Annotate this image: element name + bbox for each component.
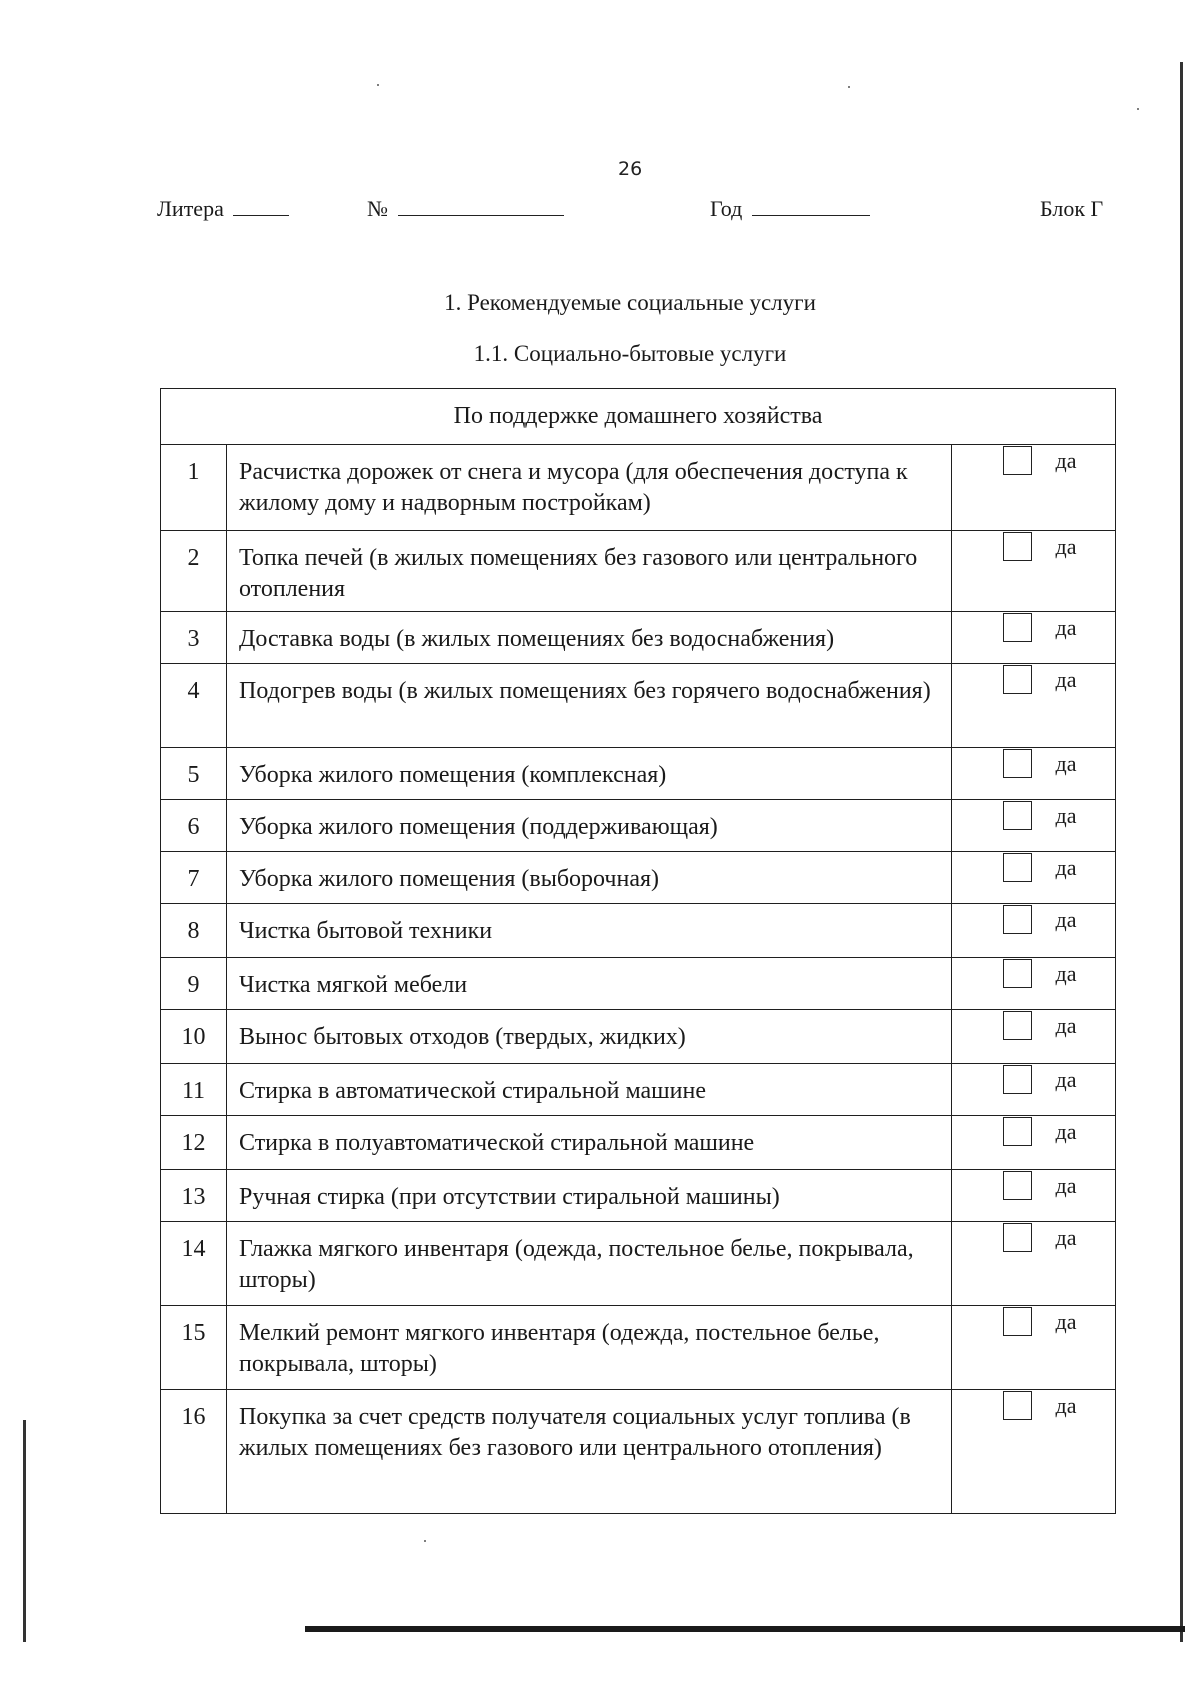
- yes-label: да: [1055, 667, 1077, 692]
- scan-edge-left: [23, 1420, 26, 1642]
- yes-checkbox[interactable]: [1003, 1011, 1032, 1040]
- service-check-cell: [951, 1390, 1115, 1514]
- yes-label: да: [1055, 803, 1077, 828]
- service-number: 11: [161, 1064, 227, 1116]
- service-row: [161, 958, 1116, 1010]
- yes-label: да: [1055, 1067, 1077, 1092]
- service-number: 2: [161, 531, 227, 612]
- service-name: Доставка воды (в жилых помещениях без водоснабжения): [227, 612, 952, 664]
- yes-checkbox[interactable]: [1003, 853, 1032, 882]
- yes-checkbox[interactable]: [1003, 1117, 1032, 1146]
- service-check-cell: [951, 958, 1115, 1010]
- service-check-cell: [951, 748, 1115, 800]
- yes-label: да: [1055, 1309, 1077, 1334]
- year-field: [710, 196, 870, 222]
- service-row: [161, 748, 1116, 800]
- yes-checkbox[interactable]: [1003, 665, 1032, 694]
- services-table: [160, 388, 1116, 1514]
- yes-option[interactable]: [952, 664, 1115, 695]
- service-row: [161, 612, 1116, 664]
- yes-checkbox[interactable]: [1003, 446, 1032, 475]
- service-number: 7: [161, 852, 227, 904]
- yes-option[interactable]: [952, 1222, 1115, 1253]
- service-check-cell: [951, 445, 1115, 531]
- scan-speck: [377, 84, 379, 86]
- yes-checkbox[interactable]: [1003, 1307, 1032, 1336]
- service-name: Глажка мягкого инвентаря (одежда, постельное белье, покрывала, шторы): [227, 1222, 952, 1306]
- yes-label: да: [1055, 1013, 1077, 1038]
- litera-label: Литера: [157, 196, 224, 221]
- service-number: 13: [161, 1170, 227, 1222]
- section-subtitle: 1.1. Социально-бытовые услуги: [473, 341, 787, 366]
- service-check-cell: [951, 1222, 1115, 1306]
- yes-label: да: [1055, 1173, 1077, 1198]
- yes-label: да: [1055, 855, 1077, 880]
- yes-checkbox[interactable]: [1003, 613, 1032, 642]
- service-name: Уборка жилого помещения (комплексная): [227, 748, 952, 800]
- yes-checkbox[interactable]: [1003, 1171, 1032, 1200]
- yes-checkbox[interactable]: [1003, 749, 1032, 778]
- scan-edge-bottom: [305, 1626, 1185, 1632]
- service-check-cell: [951, 612, 1115, 664]
- service-check-cell: [951, 1010, 1115, 1064]
- yes-option[interactable]: [952, 1170, 1115, 1201]
- service-row: [161, 664, 1116, 748]
- service-row: [161, 852, 1116, 904]
- service-name: Уборка жилого помещения (выборочная): [227, 852, 952, 904]
- scan-speck: [424, 1540, 426, 1542]
- yes-option[interactable]: [952, 748, 1115, 779]
- service-row: [161, 1390, 1116, 1514]
- service-number: 12: [161, 1116, 227, 1170]
- yes-checkbox[interactable]: [1003, 532, 1032, 561]
- yes-option[interactable]: [952, 1064, 1115, 1095]
- service-row: [161, 904, 1116, 958]
- yes-label: да: [1055, 961, 1077, 986]
- yes-option[interactable]: [952, 531, 1115, 562]
- group-header-row: [161, 389, 1116, 445]
- yes-label: да: [1055, 534, 1077, 559]
- yes-label: да: [1055, 751, 1077, 776]
- service-number: 8: [161, 904, 227, 958]
- service-name: Чистка бытовой техники: [227, 904, 952, 958]
- scan-speck: [1137, 108, 1139, 110]
- service-row: [161, 1064, 1116, 1116]
- block-label: Блок Г: [1040, 196, 1104, 221]
- yes-label: да: [1055, 1119, 1077, 1144]
- service-check-cell: [951, 1064, 1115, 1116]
- service-name: Вынос бытовых отходов (твердых, жидких): [227, 1010, 952, 1064]
- service-check-cell: [951, 904, 1115, 958]
- service-name: Топка печей (в жилых помещениях без газового или центрального отопления: [227, 531, 952, 612]
- service-number: 10: [161, 1010, 227, 1064]
- scan-edge-right: [1180, 62, 1183, 1642]
- yes-checkbox[interactable]: [1003, 959, 1032, 988]
- service-name: Стирка в полуавтоматической стиральной машине: [227, 1116, 952, 1170]
- yes-checkbox[interactable]: [1003, 1391, 1032, 1420]
- yes-option[interactable]: [952, 1116, 1115, 1147]
- service-name: Мелкий ремонт мягкого инвентаря (одежда, постельное белье, покрывала, шторы): [227, 1306, 952, 1390]
- service-number: 14: [161, 1222, 227, 1306]
- service-row: [161, 1170, 1116, 1222]
- yes-option[interactable]: [952, 1390, 1115, 1421]
- service-row: [161, 1010, 1116, 1064]
- yes-label: да: [1055, 615, 1077, 640]
- litera-blank[interactable]: [233, 197, 289, 216]
- service-name: Ручная стирка (при отсутствии стиральной машины): [227, 1170, 952, 1222]
- service-check-cell: [951, 1116, 1115, 1170]
- year-blank[interactable]: [752, 197, 870, 216]
- service-name: Чистка мягкой мебели: [227, 958, 952, 1010]
- yes-checkbox[interactable]: [1003, 905, 1032, 934]
- yes-label: да: [1055, 1225, 1077, 1250]
- yes-option[interactable]: [952, 1010, 1115, 1041]
- service-check-cell: [951, 800, 1115, 852]
- section-title: 1. Рекомендуемые социальные услуги: [444, 290, 816, 315]
- service-name: Подогрев воды (в жилых помещениях без горячего водоснабжения): [227, 664, 952, 748]
- service-row: [161, 445, 1116, 531]
- yes-option[interactable]: [952, 612, 1115, 643]
- number-label: №: [367, 196, 388, 221]
- service-check-cell: [951, 664, 1115, 748]
- service-row: [161, 531, 1116, 612]
- number-field: [367, 196, 564, 222]
- yes-label: да: [1055, 907, 1077, 932]
- litera-field: [157, 196, 289, 222]
- service-number: 4: [161, 664, 227, 748]
- service-check-cell: [951, 1170, 1115, 1222]
- yes-label: да: [1055, 448, 1077, 473]
- page-number: 26: [618, 158, 643, 180]
- yes-option[interactable]: [952, 445, 1115, 476]
- service-number: 15: [161, 1306, 227, 1390]
- service-number: 5: [161, 748, 227, 800]
- service-name: Расчистка дорожек от снега и мусора (для обеспечения доступа к жилому дому и надворным постройкам): [227, 445, 952, 531]
- yes-option[interactable]: [952, 1306, 1115, 1337]
- year-label: Год: [710, 196, 743, 221]
- service-name: Покупка за счет средств получателя социальных услуг топлива (в жилых помещениях без газового или центрального отопления): [227, 1390, 952, 1514]
- number-blank[interactable]: [398, 197, 564, 216]
- yes-checkbox[interactable]: [1003, 1065, 1032, 1094]
- yes-option[interactable]: [952, 904, 1115, 935]
- service-row: [161, 800, 1116, 852]
- service-number: 6: [161, 800, 227, 852]
- service-row: [161, 1116, 1116, 1170]
- yes-option[interactable]: [952, 958, 1115, 989]
- yes-checkbox[interactable]: [1003, 801, 1032, 830]
- service-number: 1: [161, 445, 227, 531]
- service-name: Уборка жилого помещения (поддерживающая): [227, 800, 952, 852]
- yes-checkbox[interactable]: [1003, 1223, 1032, 1252]
- service-number: 16: [161, 1390, 227, 1514]
- service-check-cell: [951, 852, 1115, 904]
- service-check-cell: [951, 1306, 1115, 1390]
- service-row: [161, 1222, 1116, 1306]
- service-check-cell: [951, 531, 1115, 612]
- group-header: По поддержке домашнего хозяйства: [161, 389, 1116, 445]
- yes-label: да: [1055, 1393, 1077, 1418]
- scan-speck: [848, 86, 850, 88]
- service-name: Стирка в автоматической стиральной машине: [227, 1064, 952, 1116]
- yes-option[interactable]: [952, 800, 1115, 831]
- service-row: [161, 1306, 1116, 1390]
- service-number: 3: [161, 612, 227, 664]
- yes-option[interactable]: [952, 852, 1115, 883]
- service-number: 9: [161, 958, 227, 1010]
